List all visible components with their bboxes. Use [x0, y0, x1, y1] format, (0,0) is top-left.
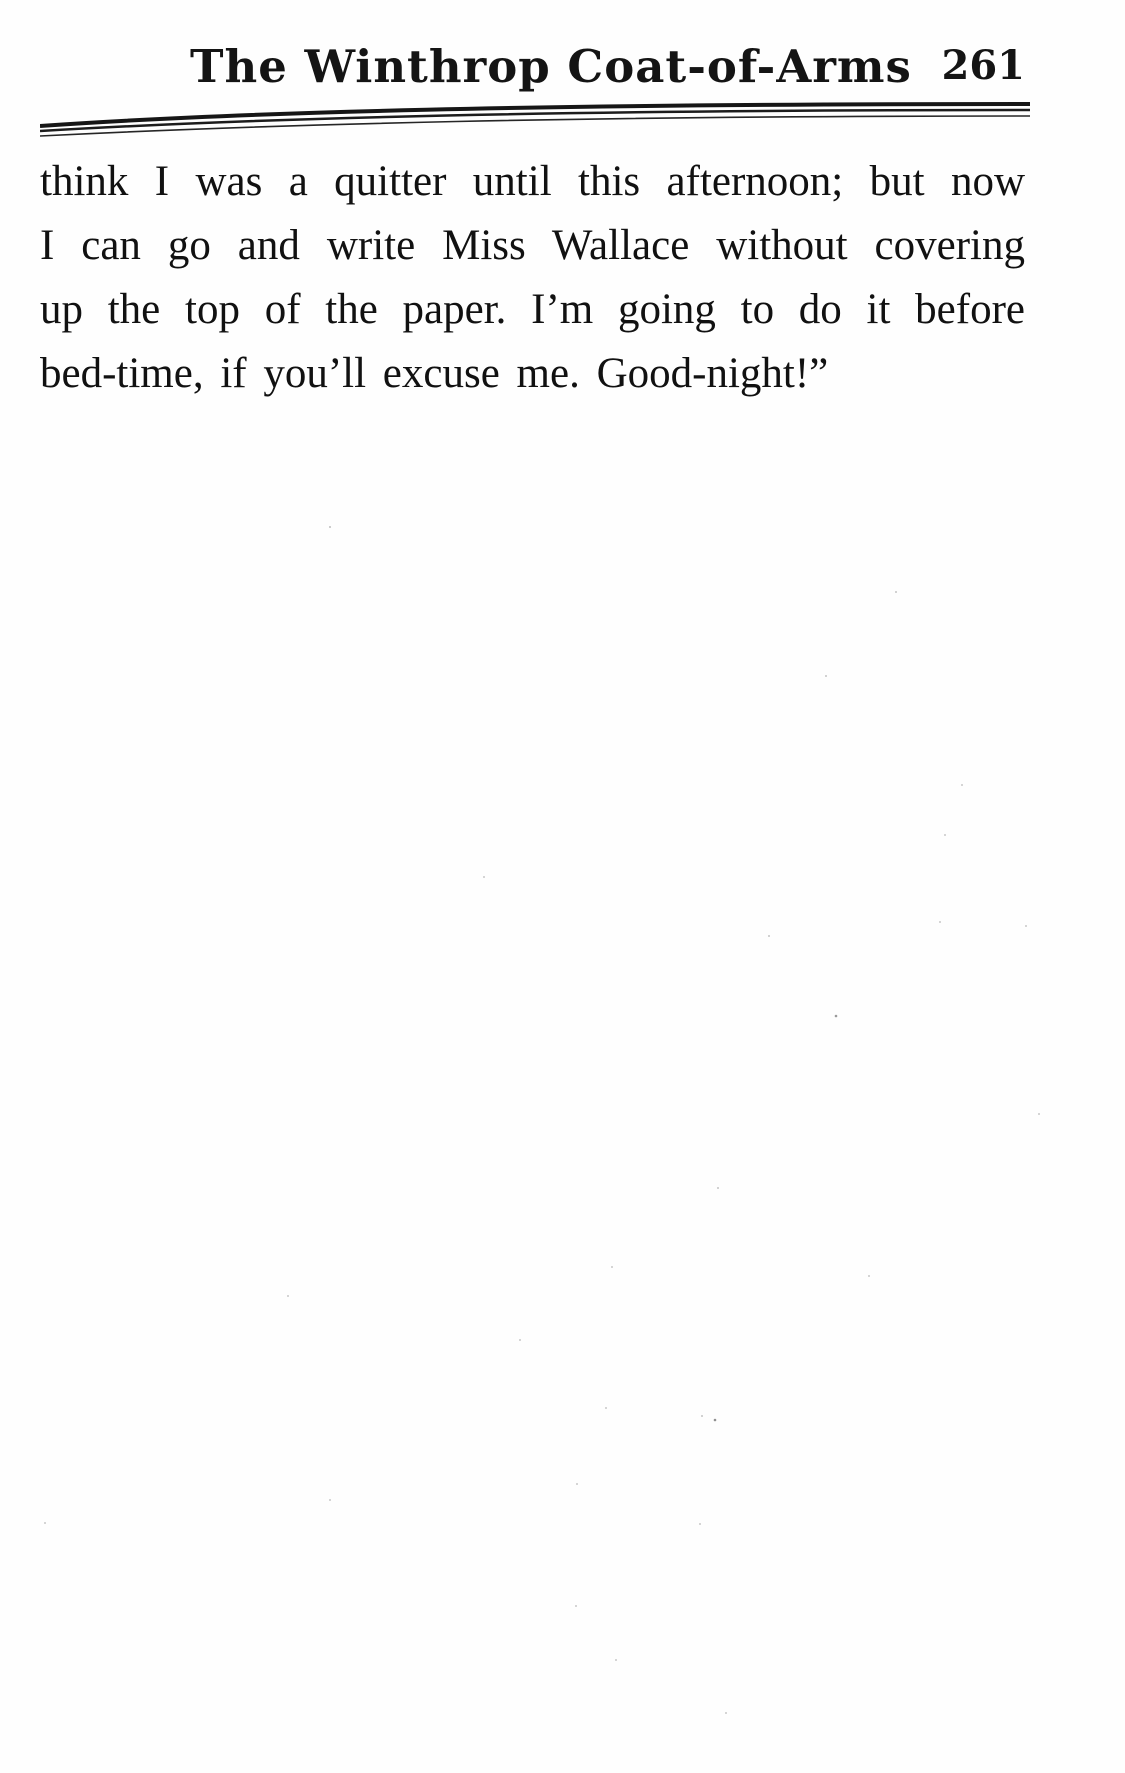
paper-speck — [825, 675, 827, 677]
header-rule — [40, 100, 1030, 145]
paper-speck — [1038, 1113, 1040, 1115]
paper-speck — [961, 784, 963, 786]
paper-speck — [835, 1015, 838, 1018]
paper-speck — [605, 1407, 607, 1409]
paper-speck — [895, 591, 897, 593]
paper-speck — [287, 1295, 289, 1297]
text-line: think I was a quitter until this afternoon; but now — [40, 158, 1025, 205]
paper-speck — [714, 1419, 717, 1422]
paper-speck — [939, 921, 941, 923]
page-number: 261 — [941, 42, 1025, 89]
paper-speck — [611, 1266, 613, 1268]
paper-speck — [519, 1339, 521, 1341]
paper-speck — [725, 1712, 727, 1714]
paper-speck — [1025, 925, 1027, 927]
body-text — [40, 150, 1025, 406]
paper-speck — [701, 1415, 703, 1417]
text-line: up the top of the paper. I’m going to do it before — [40, 286, 1025, 333]
paper-speck — [944, 834, 946, 836]
paper-speck — [699, 1523, 701, 1525]
paper-speck — [329, 526, 331, 528]
paper-speck — [483, 876, 485, 878]
paper-speck — [575, 1605, 577, 1607]
paper-speck — [329, 1499, 331, 1501]
text-line: bed-time, if you’ll excuse me. Good-night!” — [40, 350, 829, 397]
running-title: The Winthrop Coat-of-Arms — [190, 40, 912, 93]
paper-speck — [615, 1659, 617, 1661]
paper-speck — [868, 1275, 870, 1277]
paper-speck — [768, 935, 770, 937]
paper-speck — [44, 1522, 46, 1524]
text-line: I can go and write Miss Wallace without covering — [40, 222, 1025, 269]
paper-speck — [576, 1483, 578, 1485]
paper-speck — [717, 1187, 719, 1189]
